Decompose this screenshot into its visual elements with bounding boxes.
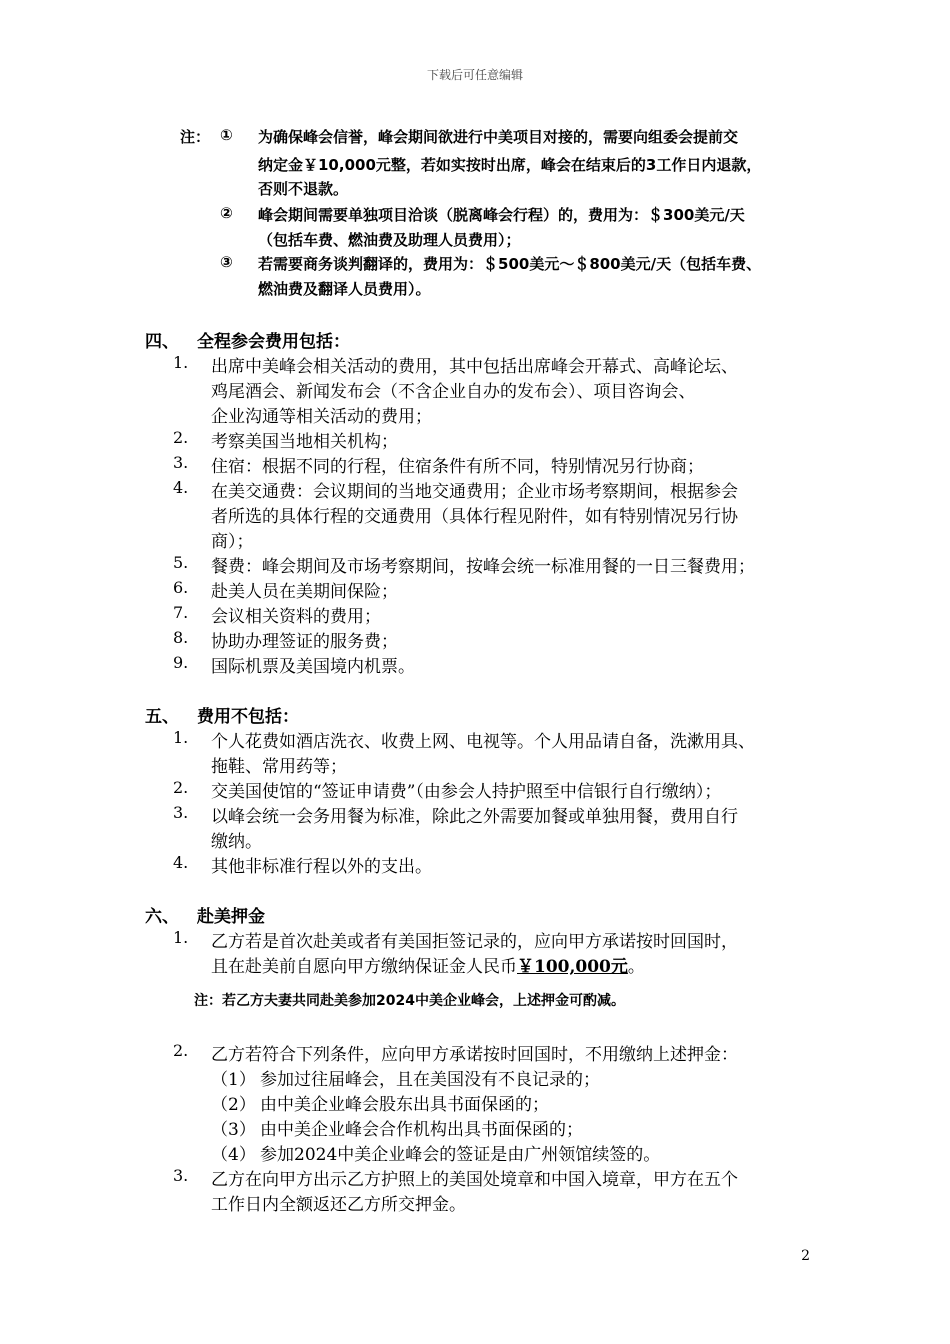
s5-item-4-line-1: 其他非标准行程以外的支出。 xyxy=(211,857,432,877)
s5-item-3-num: 3. xyxy=(173,803,189,822)
s6-item-2-line-1: 乙方若符合下列条件，应向甲方承诺按时回国时，不用缴纳上述押金： xyxy=(211,1045,738,1065)
s6-note: 注：若乙方夫妻共同赴美参加2024中美企业峰会，上述押金可酌减。 xyxy=(194,993,625,1009)
section5-title: 费用不包括： xyxy=(197,707,299,727)
s4-item-4-line-3: 商）； xyxy=(211,532,254,552)
note-2-line-2: （包括车费、燃油费及助理人员费用）； xyxy=(258,231,521,249)
s4-item-1-line-2: 鸡尾酒会、新闻发布会（不含企业自办的发布会）、项目咨询会、 xyxy=(211,382,696,402)
s4-item-9-line-1: 国际机票及美国境内机票。 xyxy=(211,657,415,677)
s4-item-3-num: 3. xyxy=(173,453,189,472)
s6-sub-1-marker: （1） xyxy=(211,1070,256,1090)
section4-title: 全程参会费用包括： xyxy=(197,332,350,352)
s6-item-3-line-2: 工作日内全额返还乙方所交押金。 xyxy=(211,1195,466,1215)
s6-item-1-line-2-end: 。 xyxy=(627,957,645,977)
s4-item-1-line-1: 出席中美峰会相关活动的费用，其中包括出席峰会开幕式、高峰论坛、 xyxy=(211,357,738,377)
s6-sub-4-marker: （4） xyxy=(211,1145,256,1165)
note-2-line-1: 峰会期间需要单独项目洽谈（脱离峰会行程）的，费用为：＄300美元/天 xyxy=(258,206,745,224)
note-marker-2: ② xyxy=(220,204,233,222)
note-marker-1: ① xyxy=(220,126,233,144)
s4-item-4-line-2: 者所选的具体行程的交通费用（具体行程见附件，如有特别情况另行协 xyxy=(211,507,738,527)
s4-item-8-line-1: 协助办理签证的服务费； xyxy=(211,632,398,652)
s4-item-7-line-1: 会议相关资料的费用； xyxy=(211,607,381,627)
s6-item-1-line-2 xyxy=(211,952,645,977)
s5-item-1-line-1: 个人花费如酒店洗衣、收费上网、电视等。个人用品请自备，洗漱用具、 xyxy=(211,732,755,752)
section6-title: 赴美押金 xyxy=(197,907,265,927)
s4-item-9-num: 9. xyxy=(173,653,189,672)
note-1-line-1: 为确保峰会信誉，峰会期间欲进行中美项目对接的，需要向组委会提前交 xyxy=(258,128,739,146)
s5-item-4-num: 4. xyxy=(173,853,189,872)
note-1-line-2: 纳定金￥10,000元整，若如实按时出席，峰会在结束后的3工作日内退款， xyxy=(258,156,762,174)
page-header: 下载后可任意编辑 xyxy=(426,68,523,82)
s6-item-3-line-1: 乙方在向甲方出示乙方护照上的美国处境章和中国入境章，甲方在五个 xyxy=(211,1170,738,1190)
note-3-line-1: 若需要商务谈判翻译的，费用为：＄500美元～＄800美元/天（包括车费、 xyxy=(258,255,762,273)
s4-item-4-line-1: 在美交通费：会议期间的当地交通费用；企业市场考察期间，根据参会 xyxy=(211,482,738,502)
s4-item-6-num: 6. xyxy=(173,578,189,597)
s5-item-2-line-1: 交美国使馆的“签证申请费”（由参会人持护照至中信银行自行缴纳）； xyxy=(211,782,722,802)
section5-number: 五、 xyxy=(145,707,179,727)
s6-sub-1-text: 参加过往届峰会，且在美国没有不良记录的； xyxy=(260,1070,600,1090)
s6-item-2-num: 2. xyxy=(173,1041,189,1060)
s4-item-2-line-1: 考察美国当地相关机构； xyxy=(211,432,398,452)
note-1-line-3: 否则不退款。 xyxy=(258,180,349,198)
s4-item-7-num: 7. xyxy=(173,603,189,622)
deposit-amount: ￥100,000元 xyxy=(517,957,628,977)
s4-item-2-num: 2. xyxy=(173,428,189,447)
s5-item-1-num: 1. xyxy=(173,728,189,747)
s4-item-4-num: 4. xyxy=(173,478,189,497)
s6-item-1-line-1: 乙方若是首次赴美或者有美国拒签记录的，应向甲方承诺按时回国时， xyxy=(211,932,738,952)
s6-sub-3-text: 由中美企业峰会合作机构出具书面保函的； xyxy=(260,1120,583,1140)
s6-sub-3-marker: （3） xyxy=(211,1120,256,1140)
note-3-line-2: 燃油费及翻译人员费用）。 xyxy=(258,280,431,298)
note-label: 注： xyxy=(180,128,211,146)
page-number: 2 xyxy=(801,1248,810,1264)
s5-item-3-line-2: 缴纳。 xyxy=(211,832,262,852)
s4-item-5-num: 5. xyxy=(173,553,189,572)
s4-item-8-num: 8. xyxy=(173,628,189,647)
note-marker-3: ③ xyxy=(220,253,233,271)
section6-number: 六、 xyxy=(145,907,179,927)
s6-item-1-num: 1. xyxy=(173,928,189,947)
s6-sub-2-marker: （2） xyxy=(211,1095,256,1115)
s5-item-3-line-1: 以峰会统一会务用餐为标准，除此之外需要加餐或单独用餐，费用自行 xyxy=(211,807,738,827)
s4-item-1-line-3: 企业沟通等相关活动的费用； xyxy=(211,407,432,427)
s5-item-1-line-2: 拖鞋、常用药等； xyxy=(211,757,347,777)
s4-item-6-line-1: 赴美人员在美期间保险； xyxy=(211,582,398,602)
s5-item-2-num: 2. xyxy=(173,778,189,797)
s4-item-5-line-1: 餐费：峰会期间及市场考察期间，按峰会统一标准用餐的一日三餐费用； xyxy=(211,557,755,577)
s4-item-1-num: 1. xyxy=(173,353,189,372)
s6-sub-4-text: 参加2024中美企业峰会的签证是由广州领馆续签的。 xyxy=(260,1145,661,1165)
s6-sub-2-text: 由中美企业峰会股东出具书面保函的； xyxy=(260,1095,549,1115)
section4-number: 四、 xyxy=(145,332,179,352)
s4-item-3-line-1: 住宿：根据不同的行程，住宿条件有所不同，特别情况另行协商； xyxy=(211,457,704,477)
s6-item-3-num: 3. xyxy=(173,1166,189,1185)
s6-item-1-line-2-text: 且在赴美前自愿向甲方缴纳保证金人民币 xyxy=(211,957,517,977)
